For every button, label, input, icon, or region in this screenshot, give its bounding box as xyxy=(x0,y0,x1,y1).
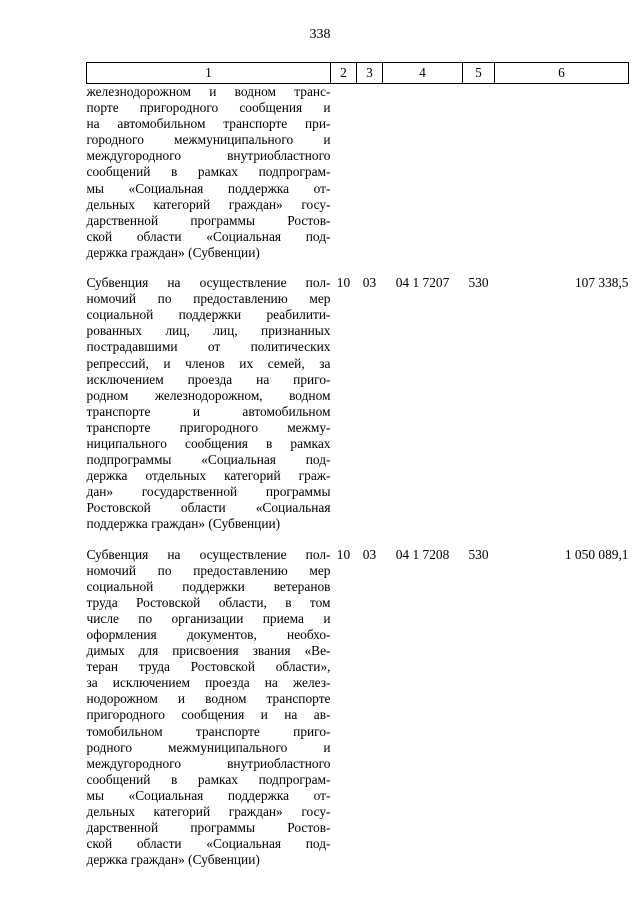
description-line: социальной поддержки реабилити- xyxy=(86,307,331,323)
section-code: 10 xyxy=(336,546,351,562)
description-line: сообщений в рамках подпрограм- xyxy=(86,771,331,787)
description-line: теран труда Ростовской области», xyxy=(86,659,331,675)
subsection-code xyxy=(357,84,383,274)
description-line: дельных категорий граждан» госу- xyxy=(86,196,331,212)
amount: 107 338,5 xyxy=(574,275,629,291)
description-line: держка отдельных категорий граж- xyxy=(86,468,331,484)
table-header-row xyxy=(87,63,629,84)
description-line: Субвенция на осуществление пол- xyxy=(86,546,331,562)
section-code: 10 xyxy=(336,275,351,291)
table-body xyxy=(87,84,629,881)
column-header: 1 xyxy=(87,63,331,84)
row-description xyxy=(87,273,331,545)
description-line: держка граждан» (Субвенции) xyxy=(86,244,260,260)
description-line: городного межмуниципального и xyxy=(86,132,331,148)
description-line: родном железнодорожном, водном xyxy=(86,387,331,403)
section-code xyxy=(331,84,357,274)
column-header: 5 xyxy=(463,63,495,84)
description-line: ской области «Социальная под- xyxy=(86,836,331,852)
amount xyxy=(495,84,629,274)
description-line: оформления документов, необхо- xyxy=(86,627,331,642)
column-header: 4 xyxy=(383,63,463,84)
expense-type-code: 530 xyxy=(468,546,489,562)
description-line: сообщений в рамках подпрограм- xyxy=(86,164,331,180)
description-line: мы «Социальная поддержка от- xyxy=(86,787,331,803)
description-line: дарственной программы Ростов- xyxy=(86,212,331,228)
description-line: транспорте пригородного межму- xyxy=(86,419,331,435)
description-line: ской области «Социальная под- xyxy=(86,228,331,244)
amount: 1 050 089,1 xyxy=(564,546,629,562)
description-line: дельных категорий граждан» госу- xyxy=(86,804,331,820)
description-line: исключением проезда на приго- xyxy=(86,371,331,387)
description-line: номочий по предоставлению мер xyxy=(86,562,331,578)
description-line: социальной поддержки ветеранов xyxy=(86,578,331,594)
description-line: пострадавшими от политических xyxy=(86,339,331,355)
row-description xyxy=(87,545,331,881)
expense-type-code xyxy=(463,84,495,274)
budget-table xyxy=(86,62,629,880)
column-header: 6 xyxy=(495,63,629,84)
table-row xyxy=(87,273,629,545)
description-line: родного межмуниципального и xyxy=(86,739,331,755)
description-line: за исключением проезда на желез- xyxy=(86,675,331,691)
description-line: поддержка граждан» (Субвенции) xyxy=(86,516,281,532)
description-line: транспорте и автомобильном xyxy=(86,403,331,419)
description-line: репрессий, и членов их семей, за xyxy=(86,355,331,371)
description-line: рованных лиц, лиц, признанных xyxy=(86,323,331,339)
description-line: димых для присвоения звания «Ве- xyxy=(86,643,331,659)
description-line: дан» государственной программы xyxy=(86,484,331,500)
row-description xyxy=(87,84,331,274)
description-line: междугородного внутриобластного xyxy=(86,755,331,771)
description-line: числе по организации приема и xyxy=(86,610,331,626)
description-line: железнодорожном и водном транс- xyxy=(86,84,331,99)
column-header: 3 xyxy=(357,63,383,84)
description-line: Субвенция на осуществление пол- xyxy=(86,275,331,291)
description-line: на автомобильном транспорте при- xyxy=(86,116,331,132)
target-article-code: 04 1 7208 xyxy=(395,546,450,562)
column-header: 2 xyxy=(331,63,357,84)
description-line: номочий по предоставлению мер xyxy=(86,291,331,307)
expense-type-code: 530 xyxy=(468,275,489,291)
description-line: труда Ростовской области, в том xyxy=(86,594,331,610)
description-line: ниципального сообщения в рамках xyxy=(86,435,331,451)
description-line: Ростовской области «Социальная xyxy=(86,500,331,516)
table-row xyxy=(87,84,629,274)
description-line: держка граждан» (Субвенции) xyxy=(86,852,260,868)
table-row xyxy=(87,545,629,881)
description-line: междугородного внутриобластного xyxy=(86,148,331,164)
page-number: 338 xyxy=(309,27,331,42)
description-line: порте пригородного сообщения и xyxy=(86,100,331,116)
target-article-code: 04 1 7207 xyxy=(395,275,450,291)
description-line: томобильном транспорте приго- xyxy=(86,723,331,739)
target-article-code xyxy=(383,84,463,274)
description-line: подпрограммы «Социальная под- xyxy=(86,452,331,468)
description-line: дарственной программы Ростов- xyxy=(86,820,331,836)
subsection-code: 03 xyxy=(362,546,377,562)
subsection-code: 03 xyxy=(362,275,377,291)
description-line: мы «Социальная поддержка от- xyxy=(86,180,331,196)
description-line: нодорожном и водном транспорте xyxy=(86,691,331,707)
description-line: пригородного сообщения и на ав- xyxy=(86,707,331,723)
